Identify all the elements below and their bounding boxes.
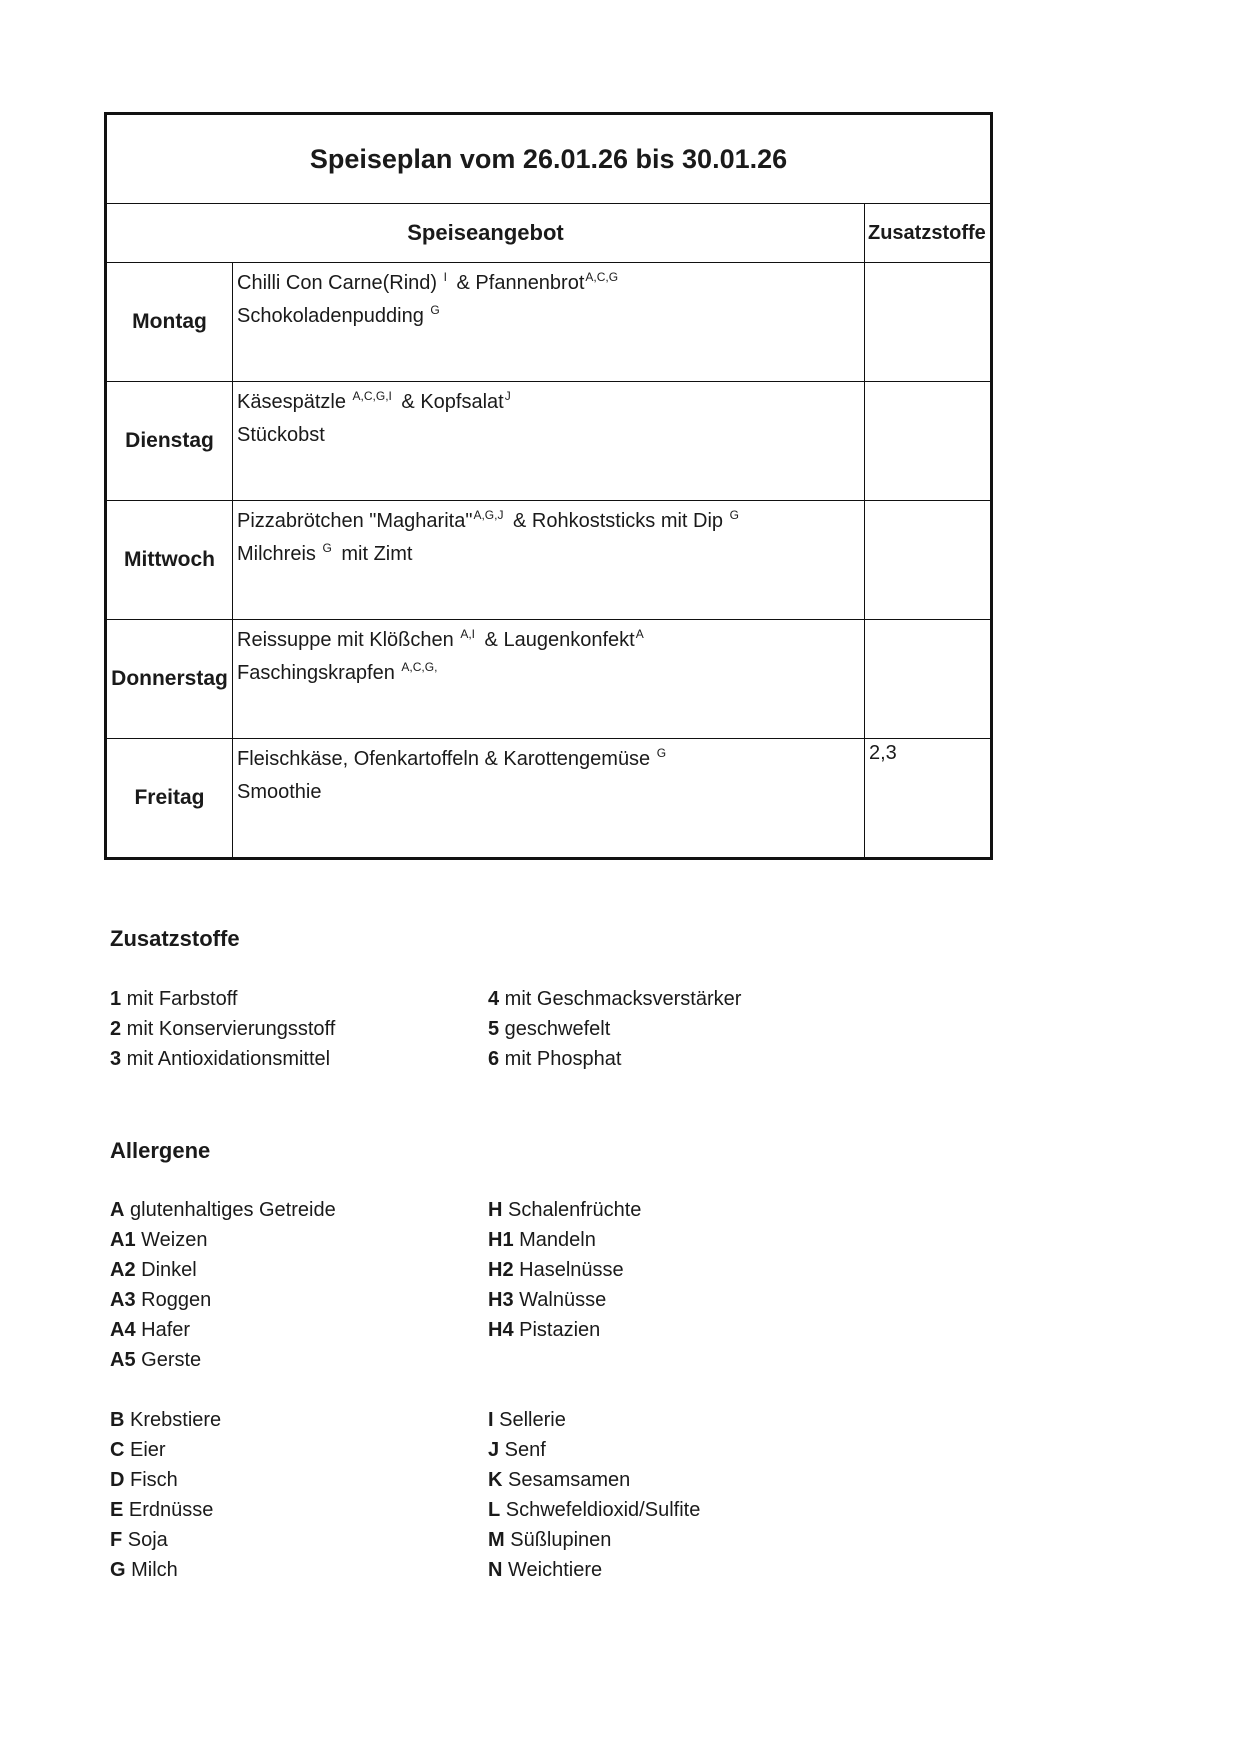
allergen-code: A,C,G,I	[352, 389, 392, 403]
dish-text: & Laugenkonfekt	[479, 629, 635, 651]
additives-header: Zusatzstoffe	[865, 204, 992, 263]
legend-item	[110, 1405, 336, 1435]
legend-label: Schwefeldioxid/Sulfite	[500, 1499, 701, 1521]
dish-text: & Pfannenbrot	[450, 272, 585, 294]
additives-heading: Zusatzstoffe	[110, 926, 240, 951]
dish-cell	[233, 382, 865, 501]
legend-code: 4	[488, 988, 500, 1010]
allergen-code: A,G,J	[473, 508, 504, 522]
legend-item	[110, 1014, 335, 1044]
legend-item	[110, 1435, 336, 1465]
legend-item	[488, 1465, 700, 1495]
spacer	[488, 1345, 700, 1375]
legend-label: Fisch	[124, 1469, 178, 1491]
dish-line	[237, 538, 860, 571]
legend-label: mit Phosphat	[499, 1048, 622, 1070]
dish-cell	[233, 501, 865, 620]
legend-label: Süßlupinen	[504, 1529, 612, 1551]
legend-code: H2	[488, 1259, 514, 1281]
allergen-code: A,I	[460, 627, 475, 641]
dish-line	[237, 267, 860, 300]
legend-item	[488, 1255, 700, 1285]
dish-text: Faschingskrapfen	[237, 662, 401, 684]
dish-text: Stückobst	[237, 424, 325, 446]
legend-code: H3	[488, 1289, 514, 1311]
legend-code: F	[110, 1529, 123, 1551]
dish-text: Reissuppe mit Klößchen	[237, 629, 460, 651]
legend-code: A4	[110, 1319, 136, 1341]
dish-line	[237, 419, 860, 452]
legend-code: 1	[110, 988, 122, 1010]
dish-line	[237, 624, 860, 657]
legend-code: H4	[488, 1319, 514, 1341]
allergen-code: A	[635, 627, 644, 641]
legend-item	[110, 1465, 336, 1495]
legend-code: J	[488, 1439, 500, 1461]
legend-item	[488, 1225, 700, 1255]
legend-item	[488, 1435, 700, 1465]
legend-code: K	[488, 1469, 503, 1491]
legend-code: 2	[110, 1018, 122, 1040]
menu-row-montag	[106, 263, 992, 382]
day-label: Mittwoch	[106, 501, 233, 620]
legend-label: Sesamsamen	[502, 1469, 631, 1491]
legend-label: glutenhaltiges Getreide	[124, 1199, 336, 1221]
legend-label: mit Antioxidationsmittel	[121, 1048, 331, 1070]
legend-item	[110, 1255, 336, 1285]
legend-code: N	[488, 1559, 503, 1581]
legend-item	[488, 984, 741, 1014]
legend-label: Soja	[122, 1529, 168, 1551]
offer-header: Speiseangebot	[106, 204, 865, 263]
allergen-code: J	[504, 389, 511, 403]
legend-label: Sellerie	[493, 1409, 566, 1431]
dish-line	[237, 776, 860, 809]
additives-cell: 2,3	[865, 739, 992, 859]
legend-code: A2	[110, 1259, 136, 1281]
legend-code: A1	[110, 1229, 136, 1251]
legend-code: I	[488, 1409, 494, 1431]
spacer	[488, 1375, 700, 1405]
day-label: Dienstag	[106, 382, 233, 501]
legend-item	[488, 1044, 741, 1074]
legend-label: Haselnüsse	[513, 1259, 624, 1281]
legend-item	[488, 1555, 700, 1585]
legend-label: Hafer	[135, 1319, 191, 1341]
legend-code: C	[110, 1439, 125, 1461]
allergen-code: A,C,G	[585, 270, 619, 284]
legend-label: Weizen	[135, 1229, 208, 1251]
legend-label: Mandeln	[513, 1229, 596, 1251]
legend-label: Schalenfrüchte	[502, 1199, 642, 1221]
legend-code: 3	[110, 1048, 122, 1070]
legend-code: A5	[110, 1349, 136, 1371]
legend-code: E	[110, 1499, 124, 1521]
allergen-code: I	[443, 270, 447, 284]
menu-row-donnerstag	[106, 620, 992, 739]
dish-cell	[233, 263, 865, 382]
allergen-code: G	[656, 746, 667, 760]
legend-item	[110, 1225, 336, 1255]
day-label: Freitag	[106, 739, 233, 859]
legend-label: Pistazien	[513, 1319, 601, 1341]
legend-item	[110, 984, 335, 1014]
dish-text: mit Zimt	[335, 543, 413, 565]
legend-label: Krebstiere	[124, 1409, 222, 1431]
legend-item	[488, 1495, 700, 1525]
dish-text: Käsespätzle	[237, 391, 352, 413]
allergen-code: G	[430, 303, 440, 317]
legend-code: B	[110, 1409, 125, 1431]
spacer	[110, 1375, 336, 1405]
legend-code: A	[110, 1199, 125, 1221]
legend-item	[488, 1525, 700, 1555]
legend-label: Roggen	[135, 1289, 212, 1311]
legend-code: H1	[488, 1229, 514, 1251]
menu-table	[104, 112, 993, 860]
dish-text: & Kopfsalat	[395, 391, 504, 413]
legend-item	[110, 1315, 336, 1345]
allergens-heading: Allergene	[110, 1138, 211, 1163]
allergen-code: A,C,G,	[401, 660, 438, 674]
day-label: Donnerstag	[106, 620, 233, 739]
additives-cell	[865, 382, 992, 501]
page-title: Speiseplan vom 26.01.26 bis 30.01.26	[106, 114, 992, 204]
legend-item	[488, 1285, 700, 1315]
legend-label: Milch	[125, 1559, 178, 1581]
legend-code: L	[488, 1499, 501, 1521]
day-label: Montag	[106, 263, 233, 382]
dish-text: Pizzabrötchen "Magharita"	[237, 510, 473, 532]
legend-item	[110, 1555, 336, 1585]
legend-label: geschwefelt	[499, 1018, 611, 1040]
legend-item	[110, 1345, 336, 1375]
dish-cell	[233, 739, 865, 859]
dish-line	[237, 386, 860, 419]
legend-label: mit Konservierungsstoff	[121, 1018, 336, 1040]
legend-label: Senf	[499, 1439, 546, 1461]
legend-label: mit Geschmacksverstärker	[499, 988, 742, 1010]
allergen-code: G	[729, 508, 739, 522]
legend-label: Dinkel	[135, 1259, 197, 1281]
legend-code: 6	[488, 1048, 500, 1070]
allergens-list-left	[110, 1195, 336, 1585]
additives-list-right	[488, 984, 741, 1074]
additives-list-left	[110, 984, 335, 1074]
legend-label: Eier	[124, 1439, 166, 1461]
legend-item	[110, 1525, 336, 1555]
legend-code: A3	[110, 1289, 136, 1311]
allergen-code: G	[322, 541, 332, 555]
additives-cell	[865, 620, 992, 739]
legend-item	[110, 1044, 335, 1074]
legend-item	[488, 1195, 700, 1225]
dish-line	[237, 743, 860, 776]
legend-label: Erdnüsse	[123, 1499, 214, 1521]
dish-text: Smoothie	[237, 781, 322, 803]
legend-item	[110, 1195, 336, 1225]
legend-item	[488, 1405, 700, 1435]
legend-code: D	[110, 1469, 125, 1491]
menu-row-freitag	[106, 739, 992, 859]
menu-row-mittwoch	[106, 501, 992, 620]
dish-text: Schokoladenpudding	[237, 305, 430, 327]
dish-line	[237, 505, 860, 538]
menu-row-dienstag	[106, 382, 992, 501]
dish-text: Milchreis	[237, 543, 322, 565]
legend-code: M	[488, 1529, 505, 1551]
dish-cell	[233, 620, 865, 739]
dish-text: Chilli Con Carne(Rind)	[237, 272, 443, 294]
legend-code: H	[488, 1199, 503, 1221]
dish-line	[237, 300, 860, 333]
legend-item	[110, 1285, 336, 1315]
legend-label: mit Farbstoff	[121, 988, 238, 1010]
legend-label: Weichtiere	[502, 1559, 603, 1581]
dish-line	[237, 657, 860, 690]
legend-label: Walnüsse	[513, 1289, 607, 1311]
legend-code: G	[110, 1559, 126, 1581]
legend-label: Gerste	[135, 1349, 202, 1371]
additives-cell	[865, 263, 992, 382]
legend-item	[488, 1014, 741, 1044]
allergens-list-right	[488, 1195, 700, 1585]
legend-item	[488, 1315, 700, 1345]
dish-text: Fleischkäse, Ofenkartoffeln & Karottengemüse	[237, 748, 656, 770]
additives-cell	[865, 501, 992, 620]
legend-code: 5	[488, 1018, 500, 1040]
legend-item	[110, 1495, 336, 1525]
dish-text: & Rohkoststicks mit Dip	[507, 510, 729, 532]
